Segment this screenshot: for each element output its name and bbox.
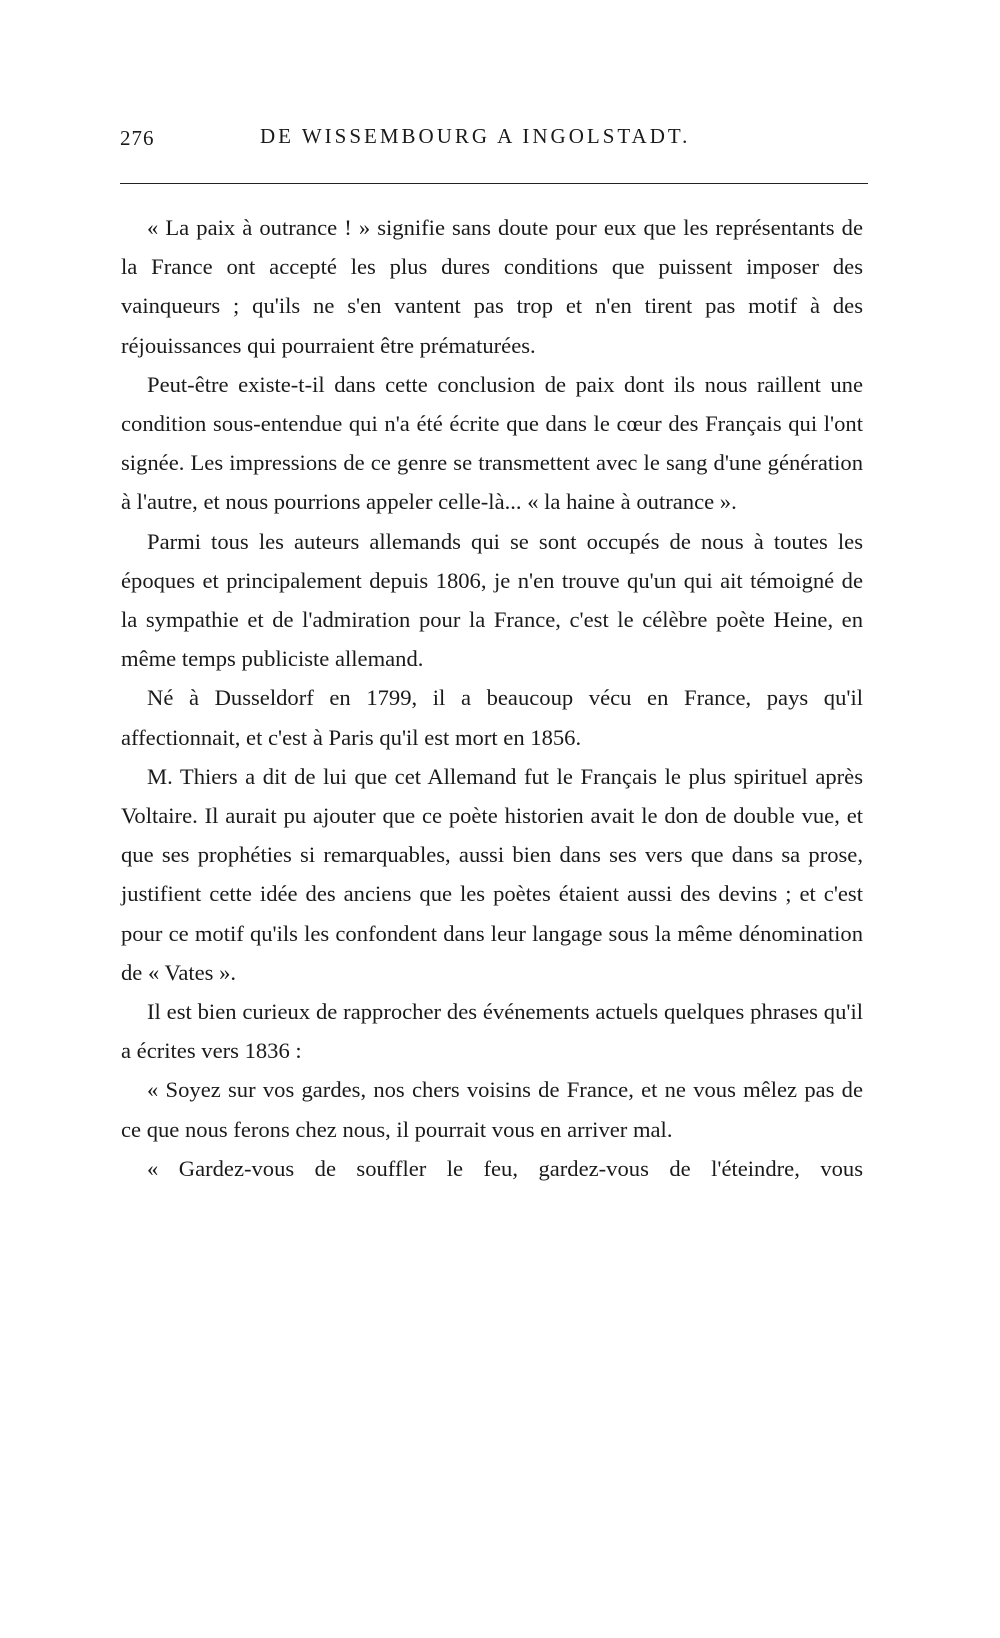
paragraph-4: Né à Dusseldorf en 1799, il a beaucoup vécu en France, pays qu'il affectionnait, et c'est à Paris qu'il est mort en 1856. <box>121 685 863 750</box>
paragraph-2: Peut-être existe-t-il dans cette conclusion de paix dont ils nous raillent une condition sous-entendue qui n'a été écrite que dans le cœur des Français qui l'ont signée. Les impressions de ce genre se transmettent avec le sang d'une génération à l'autre, et nous pourrions appeler celle-là... « la haine à outrance ». <box>121 371 863 515</box>
paragraph-5: M. Thiers a dit de lui que cet Allemand fut le Français le plus spirituel après Voltaire. Il aurait pu ajouter que ce poète historien avait le don de double vue, et que ses prophéties si remarquables, aussi bien dans ses vers que dans sa prose, justifient cette idée des anciens que les poètes étaient aussi des devins ; et c'est pour ce motif qu'ils les confondent dans leur langage sous la même dénomination de « Vates ». <box>121 763 863 985</box>
paragraph-7: « Soyez sur vos gardes, nos chers voisins de France, et ne vous mêlez pas de ce que nous ferons chez nous, il pourrait vous en arriver mal. <box>121 1077 863 1142</box>
paragraph-8: « Gardez-vous de souffler le feu, gardez-vous de l'éteindre, vous <box>147 1155 863 1181</box>
paragraph-1: « La paix à outrance ! » signifie sans doute pour eux que les représentants de la France ont accepté les plus dures conditions que puissent imposer des vainqueurs ; qu'ils ne s'en vantent pas trop et n'en tirent pas motif à des réjouissances qui pourraient être prématurées. <box>121 215 863 358</box>
header-rule <box>120 183 868 184</box>
paragraph-3: Parmi tous les auteurs allemands qui se sont occupés de nous à toutes les époques et principalement depuis 1806, je n'en trouve qu'un qui ait témoigné de la sympathie et de l'admiration pour la France, c'est le célèbre poète Heine, en même temps publiciste allemand. <box>121 528 863 672</box>
running-head <box>120 124 868 154</box>
running-title: DE WISSEMBOURG A INGOLSTADT. <box>260 124 691 148</box>
page-number: 276 <box>120 126 155 150</box>
paragraph-6: Il est bien curieux de rapprocher des événements actuels quelques phrases qu'il a écrites vers 1836 : <box>121 999 863 1064</box>
body-text <box>121 208 863 1188</box>
